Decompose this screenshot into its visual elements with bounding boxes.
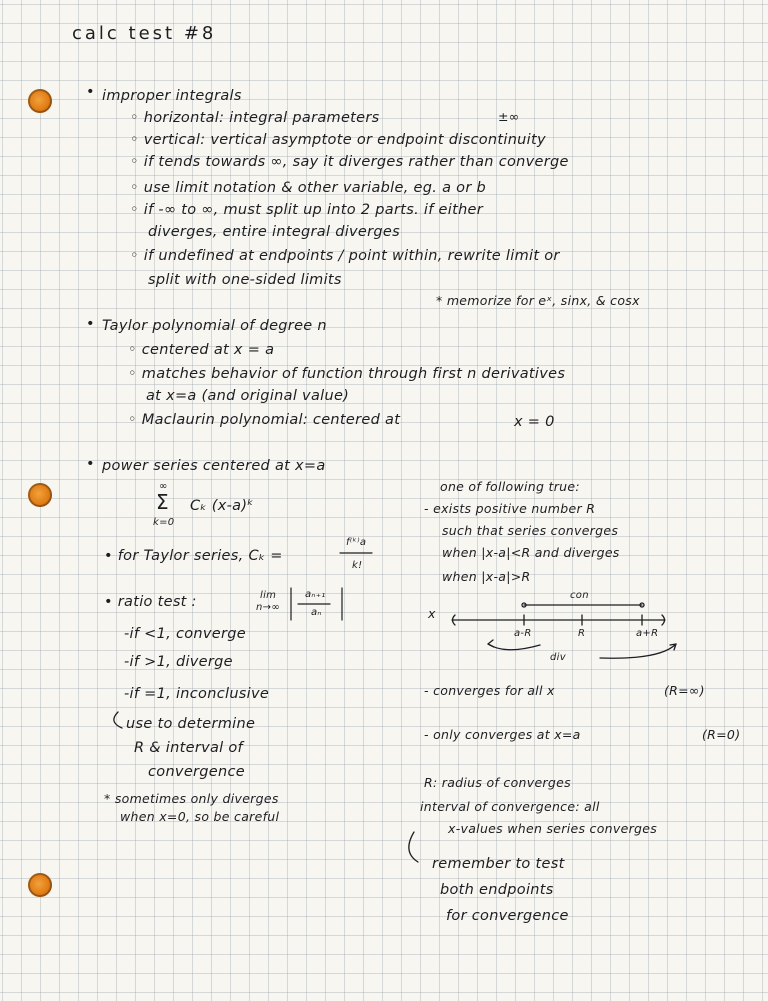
ratio-case-greater: -if >1, diverge	[124, 654, 233, 670]
ratio-num: aₙ₊₁	[305, 589, 326, 600]
improper-item-tends: ◦ if tends towards ∞, say it diverges rather than converge	[130, 154, 569, 170]
taylor-item-matches: ◦ matches behavior of function through first n derivatives	[128, 366, 566, 382]
bullet-dot: •	[86, 316, 95, 332]
page-title: calc test #8	[72, 23, 217, 44]
improper-item-undefined: ◦ if undefined at endpoints / point within, rewrite limit or	[130, 248, 560, 264]
case3-text: - only converges at x=a	[424, 727, 581, 742]
radius-definition: R: radius of converges	[424, 775, 571, 790]
improper-item-vertical: ◦ vertical: vertical asymptote or endpoint discontinuity	[130, 132, 546, 148]
improper-heading: improper integrals	[102, 88, 242, 104]
interval-line2: x-values when series converges	[448, 821, 658, 836]
remember-line1: remember to test	[432, 856, 565, 872]
ratio-label: • ratio test :	[104, 594, 197, 610]
number-line-con: con	[570, 590, 589, 601]
sum-top: ∞	[159, 481, 168, 492]
remember-line2: both endpoints	[440, 882, 554, 898]
taylor-coef-den: k!	[352, 560, 363, 571]
improper-item-split-cont: diverges, entire integral diverges	[148, 224, 400, 240]
case3-radius: (R=0)	[702, 727, 741, 742]
ratio-lim-top: lim	[260, 590, 277, 601]
use-note-line1: use to determine	[126, 716, 256, 732]
taylor-item-matches-cont: at x=a (and original value)	[146, 388, 350, 404]
use-note-line3: convergence	[148, 764, 246, 780]
bullet-dot: •	[86, 456, 95, 472]
sometimes-note-line2: when x=0, so be careful	[120, 809, 280, 824]
memorize-note: * memorize for eˣ, sinx, & cosx	[436, 293, 640, 308]
taylor-coef-label: • for Taylor series, Cₖ =	[104, 548, 283, 564]
tick-label-left: a-R	[514, 628, 532, 639]
maclaurin-value: x = 0	[514, 414, 555, 430]
taylor-item-centered: ◦ centered at x = a	[128, 342, 275, 358]
sum-symbol: Σ	[156, 490, 169, 514]
case1-line3: when |x-a|<R and diverges	[442, 545, 620, 560]
ratio-den: aₙ	[311, 607, 322, 618]
case2-text: - converges for all x	[424, 683, 555, 698]
improper-item-split: ◦ if -∞ to ∞, must split up into 2 parts. if either	[130, 202, 484, 218]
taylor-heading: Taylor polynomial of degree n	[102, 318, 327, 334]
tick-label-mid: R	[578, 628, 586, 639]
remember-line3: for convergence	[446, 908, 569, 924]
power-heading: power series centered at x=a	[102, 458, 326, 474]
number-line-x: x	[428, 606, 436, 621]
right-intro: one of following true:	[440, 479, 580, 494]
case2-radius: (R=∞)	[664, 683, 705, 698]
improper-item-limit: ◦ use limit notation & other variable, eg. a or b	[130, 180, 487, 196]
taylor-coef-num: f⁽ᵏ⁾a	[346, 537, 367, 548]
sometimes-note-line1: * sometimes only diverges	[104, 791, 279, 806]
sum-expr: Cₖ (x-a)ᵏ	[190, 498, 254, 514]
ratio-case-less: -if <1, converge	[124, 626, 246, 642]
case1-line2: such that series converges	[442, 523, 619, 538]
ratio-lim-bottom: n→∞	[256, 602, 280, 613]
case1-line4: when |x-a|>R	[442, 569, 531, 584]
taylor-item-maclaurin: ◦ Maclaurin polynomial: centered at	[128, 412, 401, 428]
ratio-case-equal: -if =1, inconclusive	[124, 686, 270, 702]
sum-bottom: k=0	[153, 517, 175, 528]
number-line-div: div	[550, 652, 566, 663]
improper-item-horizontal: ◦ horizontal: integral parameters	[130, 110, 380, 126]
bullet-dot: •	[86, 84, 95, 100]
tick-label-right: a+R	[636, 628, 659, 639]
interval-line1: interval of convergence: all	[420, 799, 600, 814]
improper-item-undefined-cont: split with one-sided limits	[148, 272, 342, 288]
inf-mark: ±∞	[498, 109, 520, 124]
use-note-line2: R & interval of	[134, 740, 243, 756]
case1-line1: - exists positive number R	[424, 501, 596, 516]
